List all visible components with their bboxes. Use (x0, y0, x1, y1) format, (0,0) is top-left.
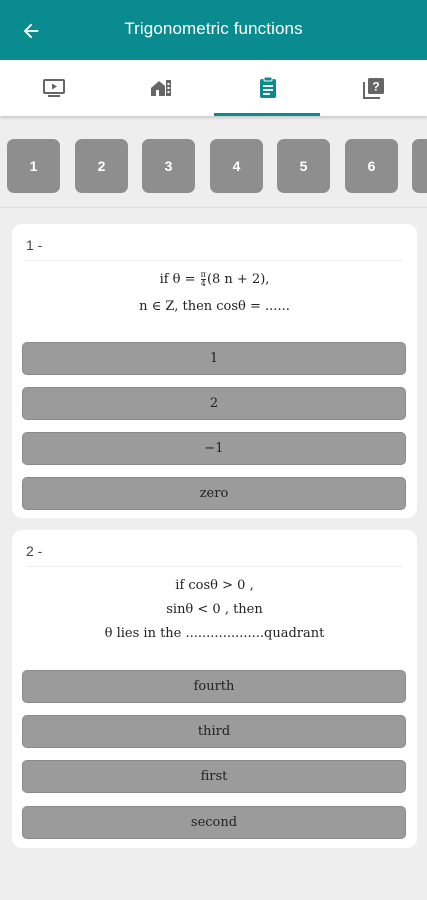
fraction-numerator: π (200, 270, 206, 279)
question-number: 2 - (26, 543, 43, 559)
answer-option[interactable]: zero (22, 477, 406, 510)
clipboard-icon (257, 76, 279, 100)
answer-option[interactable]: third (22, 715, 406, 748)
tab-exercises[interactable] (214, 60, 321, 116)
question-nav-button-5[interactable]: 5 (277, 139, 330, 193)
divider (26, 260, 403, 261)
answer-option[interactable]: 2 (22, 387, 406, 420)
question-card-2 (12, 530, 417, 848)
active-tab-indicator (214, 113, 320, 116)
page-title: Trigonometric functions (124, 19, 303, 38)
divider (26, 566, 403, 567)
svg-text:?: ? (371, 79, 380, 94)
answer-option[interactable]: fourth (22, 670, 406, 703)
question-nav-button-3[interactable]: 3 (142, 139, 195, 193)
question-text-line-2: n ∈ Z, then cosθ = ...... (139, 299, 290, 314)
question-text-line-1: if cosθ > 0 , (175, 578, 254, 593)
question-text-part: if θ = (159, 272, 196, 287)
tab-home[interactable] (107, 60, 214, 116)
question-text-line-2: sinθ < 0 , then (166, 602, 263, 617)
quiz-icon (362, 76, 386, 100)
question-nav-button-1[interactable]: 1 (7, 139, 60, 193)
question-nav-button-6[interactable]: 6 (345, 139, 398, 193)
fraction-denominator: 4 (200, 279, 206, 288)
answer-option[interactable]: −1 (22, 432, 406, 465)
tab-quiz[interactable] (320, 60, 427, 116)
question-number: 1 - (26, 237, 43, 253)
question-nav-button-4[interactable]: 4 (210, 139, 263, 193)
app-bar (0, 0, 427, 60)
tab-bar (0, 60, 427, 116)
video-icon (42, 77, 66, 99)
answer-option[interactable]: second (22, 806, 406, 839)
tab-videos[interactable] (0, 60, 107, 116)
home-icon (149, 77, 173, 99)
question-text-part: (8 n + 2), (206, 272, 270, 287)
question-nav-button-2[interactable]: 2 (75, 139, 128, 193)
answer-option[interactable]: 1 (22, 342, 406, 375)
question-nav-button-next-partial[interactable] (412, 139, 427, 193)
fraction (201, 271, 206, 288)
question-text-line-3: θ lies in the ...................quadrant (104, 626, 325, 641)
question-nav (0, 124, 427, 208)
answer-option[interactable]: first (22, 760, 406, 793)
question-text-line-1 (12, 268, 417, 292)
question-card-1 (12, 224, 417, 518)
